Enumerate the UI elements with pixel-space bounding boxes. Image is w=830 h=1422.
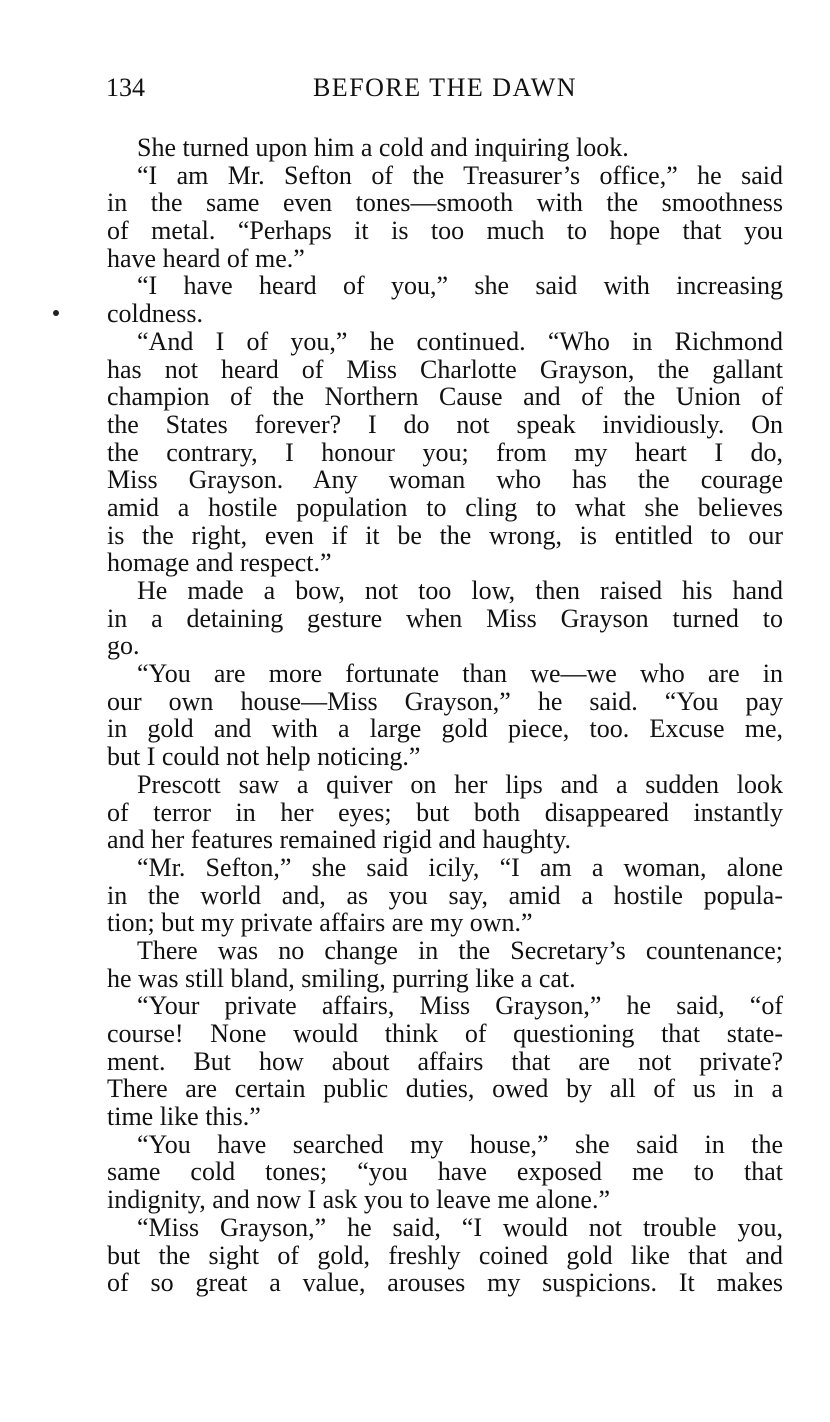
text-line: “Mr. Sefton,” she said icily, “I am a woman, alone — [137, 852, 783, 882]
text-line: is the right, even if it be the wrong, is entitled to our — [107, 520, 783, 550]
text-line: of terror in her eyes; but both disappeared instantly — [107, 797, 783, 827]
text-line: “You are more fortunate than we—we who are in — [137, 659, 783, 689]
text-line: time like this.” — [107, 1102, 261, 1132]
text-line: tion; but my private affairs are my own.” — [107, 908, 533, 938]
page-number: 134 — [106, 73, 145, 102]
text-line: and her features remained rigid and haughty. — [107, 825, 571, 855]
text-line: “You have searched my house,” she said in the — [137, 1129, 783, 1159]
text-line: course! None would think of questioning that state- — [107, 1019, 783, 1048]
body-text — [107, 134, 783, 1297]
text-line: but I could not help noticing.” — [107, 742, 421, 772]
text-line: in gold and with a large gold piece, too. Excuse me, — [107, 714, 783, 744]
text-line: “Miss Grayson,” he said, “I would not trouble you, — [137, 1212, 783, 1242]
text-line: “And I of you,” he continued. “Who in Richmond — [137, 326, 783, 356]
text-line: the States forever? I do not speak invidiously. On — [107, 409, 783, 439]
text-line: go. — [107, 631, 140, 661]
stray-ink-mark — [53, 310, 59, 316]
text-line: the contrary, I honour you; from my heart I do, — [107, 437, 783, 467]
text-line: There are certain public duties, owed by all of us in a — [107, 1074, 783, 1104]
text-line: in a detaining gesture when Miss Grayson turned to — [107, 603, 783, 633]
text-line: There was no change in the Secretary’s countenance; — [137, 935, 783, 965]
text-line: She turned upon him a cold and inquiring look. — [137, 133, 629, 162]
text-line: our own house—Miss Grayson,” he said. “You pay — [107, 686, 783, 716]
text-line: same cold tones; “you have exposed me to that — [107, 1157, 783, 1187]
text-line: in the world and, as you say, amid a hostile popula- — [107, 880, 783, 910]
text-line: ment. But how about affairs that are not private? — [107, 1046, 783, 1076]
text-line: “I am Mr. Sefton of the Treasurer’s office,” he said — [137, 160, 783, 190]
text-line: indignity, and now I ask you to leave me alone.” — [107, 1185, 611, 1215]
text-line: homage and respect.” — [107, 548, 332, 578]
text-line: of metal. “Perhaps it is too much to hope that you — [107, 216, 783, 246]
text-line: coldness. — [107, 299, 204, 329]
text-line: have heard of me.” — [107, 243, 305, 273]
text-line: Prescott saw a quiver on her lips and a sudden look — [137, 769, 783, 799]
running-title: BEFORE THE DAWN — [312, 73, 578, 102]
text-line: Miss Grayson. Any woman who has the courage — [107, 465, 783, 495]
text-line: he was still bland, smiling, purring like a cat. — [107, 963, 576, 993]
text-line: He made a bow, not too low, then raised his hand — [137, 576, 783, 605]
text-line: champion of the Northern Cause and of the Union of — [107, 382, 783, 412]
text-line: but the sight of gold, freshly coined gold like that and — [107, 1240, 783, 1270]
text-line: amid a hostile population to cling to what she believes — [107, 492, 783, 522]
running-head — [106, 68, 784, 108]
text-line: of so great a value, arouses my suspicions. It makes — [107, 1268, 783, 1298]
text-line: “I have heard of you,” she said with increasing — [137, 271, 783, 301]
text-line: “Your private affairs, Miss Grayson,” he said, “of — [137, 991, 783, 1021]
text-line: has not heard of Miss Charlotte Grayson, the gallant — [107, 354, 783, 384]
text-line: in the same even tones—smooth with the smoothness — [107, 188, 783, 218]
